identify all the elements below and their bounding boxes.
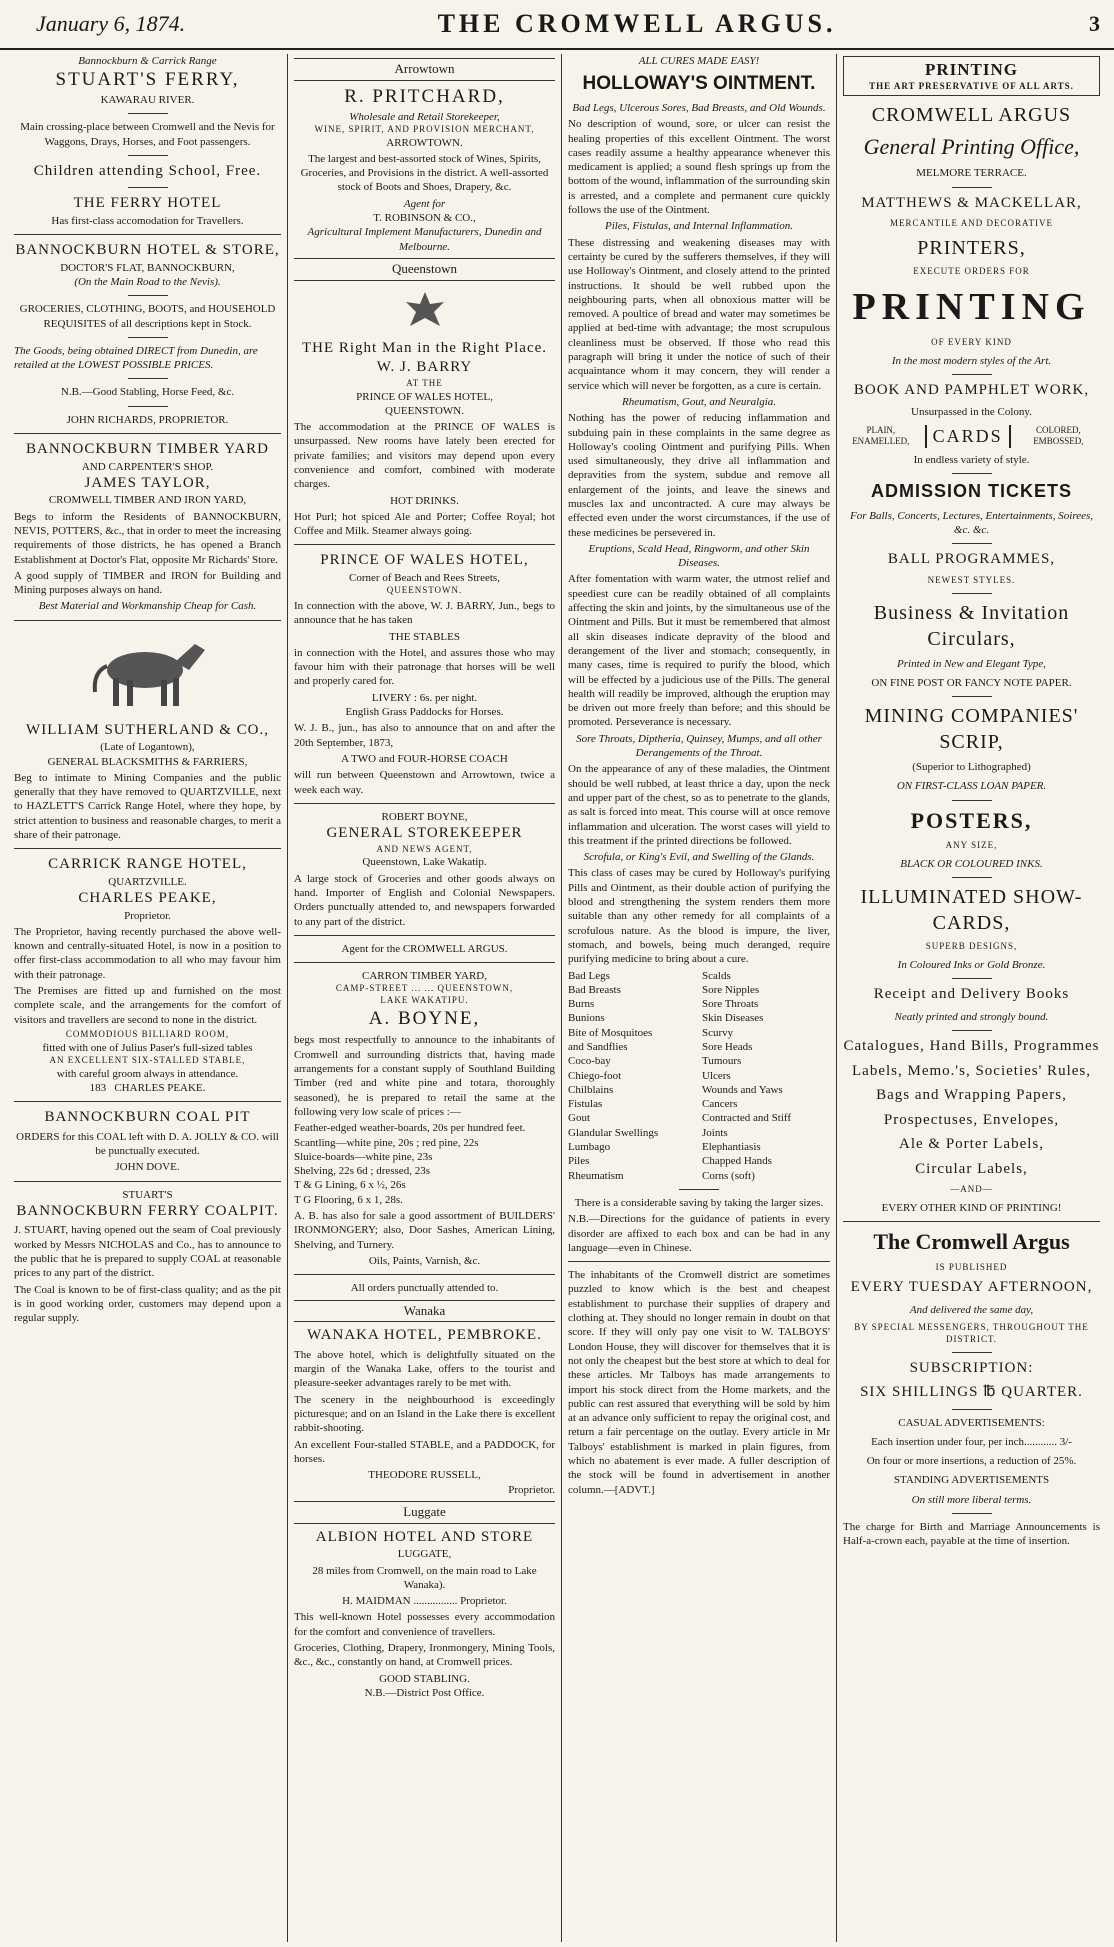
ailment-item: Tumours bbox=[702, 1055, 742, 1068]
ad-line: Corner of Beach and Rees Streets, bbox=[349, 571, 500, 584]
ad-line: LUGGATE, bbox=[397, 1548, 452, 1561]
ad-line: JAMES TAYLOR, bbox=[84, 474, 211, 491]
divider bbox=[14, 234, 281, 235]
ad-section-heading: Piles, Fistulas, and Internal Inflammation. bbox=[605, 220, 793, 233]
and-separator: —AND— bbox=[950, 1184, 993, 1195]
ad-number: 183 bbox=[89, 1081, 107, 1094]
divider bbox=[952, 593, 992, 594]
ad-signature: JOHN DOVE. bbox=[115, 1161, 180, 1174]
ad-line: Best Material and Workmanship Cheap for Cash. bbox=[38, 600, 257, 613]
ailment-item: Chapped Hands bbox=[702, 1155, 772, 1168]
ad-title: CARRON TIMBER YARD, bbox=[362, 970, 487, 983]
every-other: EVERY OTHER KIND OF PRINTING! bbox=[881, 1201, 1062, 1214]
price-item: T & G Lining, 6 x ½, 26s bbox=[294, 1179, 406, 1192]
ad-body: Hot Purl; hot spiced Ale and Porter; Coffee Royal; hot Coffee and Milk. Steamer always going. bbox=[294, 510, 555, 538]
ad-body: W. J. B., jun., has also to announce that on and after the 20th September, 1873, bbox=[294, 722, 555, 749]
ad-line: W. J. BARRY bbox=[376, 359, 473, 376]
printing-item: Catalogues, Hand Bills, Programmes bbox=[843, 1038, 1100, 1055]
ad-body: Groceries, Clothing, Drapery, Ironmongery, Mining Tools, &c., &c., constantly on hand, at Cromwell prices. bbox=[294, 1642, 555, 1669]
ad-title: CARRICK RANGE HOTEL, bbox=[48, 856, 247, 873]
ad-body: GROCERIES, CLOTHING, BOOTS, and HOUSEHOLD REQUISITES of all descriptions kept in Stock. bbox=[19, 303, 276, 330]
banner-title: PRINTING bbox=[924, 60, 1018, 79]
standing-heading: STANDING ADVERTISEMENTS bbox=[893, 1474, 1050, 1487]
divider bbox=[294, 1274, 555, 1275]
ad-overline: STUART'S bbox=[122, 1188, 173, 1201]
book-note: Unsurpassed in the Colony. bbox=[911, 406, 1032, 419]
ad-line: QUEENSTOWN. bbox=[386, 585, 463, 596]
divider bbox=[294, 962, 555, 963]
divider bbox=[952, 543, 992, 544]
ad-body: begs most respectfully to announce to the inhabitants of Cromwell and surrounding districts that, having made arrangements for a constant supply of Southland Building Timber (red and white pine and totara, thoroughly seasoned), he is prepared to retail the same at the following very low scale of prices :— bbox=[294, 1034, 555, 1118]
divider bbox=[128, 378, 168, 379]
ad-title: PRINCE OF WALES HOTEL, bbox=[320, 552, 529, 569]
divider bbox=[294, 935, 555, 936]
showcards-note: In Coloured Inks or Gold Bronze. bbox=[897, 959, 1046, 972]
ailment-item: Contracted and Stiff bbox=[702, 1112, 791, 1125]
ad-line: English Grass Paddocks for Horses. bbox=[345, 706, 504, 719]
ad-line: ROBERT BOYNE, bbox=[381, 810, 468, 823]
ad-line: AN EXCELLENT SIX-STALLED STABLE, bbox=[49, 1054, 246, 1065]
business-note: Printed in New and Elegant Type, bbox=[897, 657, 1046, 670]
ailment-item: Rheumatism bbox=[568, 1169, 624, 1182]
talboys-notice: The inhabitants of the Cromwell district are sometimes puzzled to know which is the best and cheapest establishment to purchase their supplies of drapery and clothing at. They should no longer remain in doubt on that score. If they will only pay one visit to W. TALBOYS' London House, they will discover for themselves that it is not only the cheapest but the best store at which to deal for these articles. Mr Talboys has made arrangements to import his stock direct from the Home markets, and the public can rest assured that everything will be sold by him at an advance only sufficient to repay the original cost, and return a fair percentage on the outlay. Every article in Mr Talboys' establishment is marked in plain figures, from which no abatement is ever made. A fuller description of the stock will be found in advertisement in another column.—[ADVT.] bbox=[568, 1269, 830, 1496]
ad-body: On the appearance of any of these maladies, the Ointment should be well rubbed, at least thrice a day, upon the neck and upper part of the chest, so as to penetrate to the glands, as salt is forced into meat. This course will at once remove inflammation and ulceration. The worst cases will yield to this treatment if the printed directions be followed. bbox=[568, 763, 830, 847]
ad-line: Proprietor. bbox=[124, 909, 171, 922]
divider bbox=[952, 978, 992, 979]
published: IS PUBLISHED bbox=[935, 1261, 1008, 1272]
divider bbox=[14, 433, 281, 434]
argus-title: The Cromwell Argus bbox=[873, 1229, 1070, 1255]
ad-line: with careful groom always in attendance. bbox=[56, 1067, 239, 1080]
divider bbox=[679, 1189, 719, 1190]
crest-illustration bbox=[294, 285, 555, 335]
ad-line: (On the Main Road to the Nevis). bbox=[74, 275, 221, 288]
ad-body: This well-known Hotel possesses every accommodation for the comfort and convenience of travellers. bbox=[294, 1611, 555, 1638]
mining-scrip: MINING COMPANIES' SCRIP, bbox=[864, 705, 1079, 754]
divider bbox=[952, 1409, 992, 1410]
ad-line: AT THE bbox=[406, 377, 443, 388]
ad-body: Main crossing-place between Cromwell and the Nevis for Waggons, Drays, Horses, and Foot passengers. bbox=[20, 121, 275, 148]
casual-heading: CASUAL ADVERTISEMENTS: bbox=[898, 1416, 1045, 1429]
book-work: BOOK AND PAMPHLET WORK, bbox=[853, 381, 1090, 398]
ball-note: NEWEST STYLES. bbox=[927, 574, 1016, 585]
divider bbox=[952, 800, 992, 801]
receipt-books: Receipt and Delivery Books bbox=[873, 986, 1070, 1003]
ad-body: The scenery in the neighbourhood is exceedingly picturesque; and on an Island in the Lake there is excellent rabbit-shooting. bbox=[294, 1393, 555, 1435]
printing-banner bbox=[843, 56, 1100, 96]
ad-line: Proprietor. bbox=[508, 1483, 555, 1496]
printing-item: Labels, Memo.'s, Societies' Rules, bbox=[852, 1062, 1091, 1079]
ailment-item: Sore Heads bbox=[702, 1040, 753, 1053]
ad-body: An excellent Four-stalled STABLE, and a PADDOCK, for horses. bbox=[294, 1438, 555, 1465]
price-item: Sluice-boards—white pine, 23s bbox=[294, 1150, 433, 1163]
ad-line: T. ROBINSON & CO., bbox=[373, 212, 476, 225]
ad-body: The Coal is known to be of first-class quality; and as the pit is in good working order, customers may depend upon a regular supply. bbox=[14, 1283, 281, 1325]
ailment-item: Coco-bay bbox=[568, 1055, 611, 1068]
ad-title: STUART'S FERRY, bbox=[55, 69, 240, 91]
firm-trade: MERCANTILE AND DECORATIVE bbox=[890, 218, 1053, 229]
price-item: Scantling—white pine, 20s ; red pine, 22s bbox=[294, 1136, 479, 1149]
ailment-item: Fistulas bbox=[568, 1098, 603, 1111]
ad-body: The above hotel, which is delightfully situated on the margin of the Wanaka Lake, offers to the tourist and pleasure-seeker advantages rarely to be met with. bbox=[294, 1348, 555, 1390]
ailment-item: Chilblains bbox=[568, 1083, 614, 1096]
section-header: Arrowtown bbox=[294, 58, 555, 81]
ailment-item: Burns bbox=[568, 998, 595, 1011]
divider bbox=[14, 1101, 281, 1102]
divider bbox=[14, 620, 281, 621]
ailment-item: Wounds and Yaws bbox=[702, 1083, 783, 1096]
printing-item: Bags and Wrapping Papers, bbox=[876, 1087, 1067, 1104]
ailment-item: Piles bbox=[568, 1155, 590, 1168]
divider bbox=[128, 337, 168, 338]
horse-illustration bbox=[14, 627, 281, 717]
ad-line: THE FERRY HOTEL bbox=[73, 195, 222, 212]
ailment-item: and Sandflies bbox=[568, 1040, 628, 1053]
ad-line: Oils, Paints, Varnish, &c. bbox=[368, 1254, 481, 1267]
executes: EXECUTE ORDERS FOR bbox=[913, 265, 1030, 276]
posters-note: ANY SIZE, bbox=[945, 840, 998, 851]
ad-line: All orders punctually attended to. bbox=[350, 1282, 499, 1295]
printing-item: Circular Labels, bbox=[915, 1160, 1028, 1177]
ad-line: GOOD STABLING. bbox=[379, 1672, 470, 1685]
ad-title: WANAKA HOTEL, PEMBROKE. bbox=[307, 1327, 542, 1344]
address: MELMORE TERRACE. bbox=[916, 167, 1027, 180]
divider bbox=[952, 1030, 992, 1031]
ad-line: N.B.—Good Stabling, Horse Feed, &c. bbox=[60, 386, 235, 399]
ad-signature-name: CHARLES PEAKE. bbox=[114, 1081, 206, 1094]
ad-line: WINE, SPIRIT, AND PROVISION MERCHANT, bbox=[314, 123, 535, 134]
ad-line: Agricultural Implement Manufacturers, Dunedin and Melbourne. bbox=[307, 226, 542, 253]
ad-body: This class of cases may be cured by Holloway's purifying Pills and Ointment, as their double action of purifying the blood and strengthening the system renders them more suitable than any other remedy for all complaints of a scrofulous nature. As the blood is impure, the liver, stomach, and bowels, being much deranged, require purifying medicine to bring about a cure. bbox=[568, 867, 830, 966]
ad-title: WILLIAM SUTHERLAND & CO., bbox=[26, 721, 269, 738]
ad-body: 28 miles from Cromwell, on the main road to Lake Wanaka). bbox=[312, 1564, 537, 1591]
ad-signature bbox=[14, 1081, 281, 1095]
ad-line: COMMODIOUS BILLIARD ROOM, bbox=[65, 1028, 230, 1039]
ad-body: A. B. has also for sale a good assortment of BUILDERS' IRONMONGERY; also, Door Sashes, American Lining, Shelving, and Turnery. bbox=[294, 1210, 555, 1251]
standing-note: On still more liberal terms. bbox=[911, 1493, 1032, 1506]
ad-line: Agent for bbox=[403, 197, 446, 210]
ad-body: The Goods, being obtained DIRECT from Dunedin, are retailed at the LOWEST POSSIBLE PRICES. bbox=[14, 344, 258, 372]
ailment-item: Bite of Mosquitoes bbox=[568, 1026, 653, 1039]
ad-line: LAKE WAKATIPU. bbox=[380, 995, 469, 1006]
section-header: Luggate bbox=[294, 1501, 555, 1524]
printers: PRINTERS, bbox=[917, 236, 1026, 259]
ad-line: QUARTZVILLE. bbox=[108, 875, 187, 888]
ailment-item: Scalds bbox=[702, 969, 731, 982]
divider bbox=[128, 295, 168, 296]
masthead bbox=[0, 0, 1114, 50]
every-kind: OF EVERY KIND bbox=[931, 336, 1012, 347]
ad-body: There is a considerable saving by taking the larger sizes. bbox=[574, 1196, 824, 1209]
section-header: Wanaka bbox=[294, 1300, 555, 1323]
posters: POSTERS, bbox=[910, 807, 1033, 833]
divider bbox=[952, 374, 992, 375]
ailment-item: Corns (soft) bbox=[702, 1169, 755, 1182]
ad-line: Queenstown, Lake Wakatip. bbox=[362, 856, 487, 869]
admission-tickets: ADMISSION TICKETS bbox=[870, 481, 1072, 502]
section-header: Bannockburn & Carrick Range bbox=[78, 55, 217, 67]
business-note: ON FINE POST OR FANCY NOTE PAPER. bbox=[871, 676, 1072, 689]
delivered: And delivered the same day, bbox=[909, 1303, 1034, 1316]
ad-subtitle: AND CARPENTER'S SHOP. bbox=[81, 460, 214, 473]
ailment-item: Sore Nipples bbox=[702, 983, 760, 996]
ad-title: R. PRITCHARD, bbox=[344, 85, 505, 107]
ad-line: JOHN RICHARDS, PROPRIETOR. bbox=[66, 413, 229, 426]
ad-line: Wholesale and Retail Storekeeper, bbox=[349, 110, 500, 123]
column-3 bbox=[562, 54, 837, 1942]
ad-body: After fomentation with warm water, the utmost relief and speediest cure can be readily obtained of all complaints affecting the skin and joints, by the simultaneous use of the Ointment and Pills. But it must be remembered that almost all skin diseases indicate depravity of the blood and derangement of the liver and stomach; consequently, in many cases, time is required to purify the blood, which will be effected by a judicious use of the Pills. The general health will readily be improved, although the eruption may be driven out more freely than before; and this should be promoted. Perseverance is necessary. bbox=[568, 573, 830, 729]
ailment-item: Sore Throats bbox=[702, 998, 759, 1011]
ad-line: DOCTOR'S FLAT, BANNOCKBURN, bbox=[60, 261, 235, 274]
casual-rate: Each insertion under four, per inch............ 3/- bbox=[871, 1435, 1072, 1448]
birth-notice: The charge for Birth and Marriage Announcements is Half-a-crown each, payable at the time of insertion. bbox=[843, 1521, 1100, 1548]
printing-item: Prospectuses, Envelopes, bbox=[883, 1111, 1060, 1128]
ailment-item: Glandular Swellings bbox=[568, 1126, 659, 1139]
ad-line: QUEENSTOWN. bbox=[385, 404, 464, 417]
messengers: BY SPECIAL MESSENGERS, THROUGHOUT THE DISTRICT. bbox=[854, 1322, 1089, 1344]
divider bbox=[294, 803, 555, 804]
cards-label: CARDS bbox=[925, 425, 1011, 448]
ad-section-heading: Sore Throats, Diptheria, Quinsey, Mumps, and all other Derangements of the Throat. bbox=[576, 732, 822, 760]
divider bbox=[952, 696, 992, 697]
ad-banner: ALL CURES MADE EASY! bbox=[638, 55, 760, 67]
ad-line: (Late of Logantown), bbox=[100, 741, 195, 754]
ad-body: N.B.—Directions for the guidance of patients in every disorder are affixed to each box and can be had in any language—even in Chinese. bbox=[568, 1213, 830, 1254]
paper-name: CROMWELL ARGUS bbox=[871, 103, 1072, 126]
divider bbox=[128, 406, 168, 407]
price-list bbox=[294, 1121, 555, 1207]
printing-item: Ale & Porter Labels, bbox=[899, 1136, 1044, 1153]
ad-body: Begs to inform the Residents of BANNOCKBURN, NEVIS, POTTERS, &c., that in order to meet the increasing requirements of those districts, he has opened a Branch Establishment at Doctor's Flat, opposite Mr Richards' Store. bbox=[14, 510, 281, 566]
ad-signature: THEODORE RUSSELL, bbox=[368, 1469, 481, 1482]
ad-body: The Premises are fitted up and furnished on the most complete scale, and the arrangements for the comfort of visitors and travellers are second to none in the district. bbox=[14, 985, 281, 1026]
ad-line: CHARLES PEAKE, bbox=[78, 890, 217, 907]
modern-styles: In the most modern styles of the Art. bbox=[891, 354, 1052, 367]
printing-big: PRINTING bbox=[852, 285, 1091, 328]
divider bbox=[568, 1261, 830, 1262]
ad-line: N.B.—District Post Office. bbox=[364, 1686, 485, 1699]
scrip-note: (Superior to Lithographed) bbox=[912, 761, 1031, 774]
divider bbox=[294, 544, 555, 545]
ad-body: ORDERS for this COAL left with D. A. JOLLY & CO. will be punctually executed. bbox=[16, 1130, 279, 1158]
ad-body: The largest and best-assorted stock of Wines, Spirits, Groceries, and Provisions in the district. A well-assorted stock of Boots and Shoes, Drapery, &c. bbox=[300, 152, 549, 194]
cards-row bbox=[843, 425, 1100, 448]
divider bbox=[14, 848, 281, 849]
price-item: Feather-edged weather-boards, 20s per hundred feet. bbox=[294, 1122, 526, 1135]
column-2 bbox=[288, 54, 562, 1942]
cards-left: PLAIN, ENAMELLED, bbox=[852, 424, 910, 447]
price-item: T G Flooring, 6 x 1, 28s. bbox=[294, 1193, 403, 1206]
business-circulars: Business & Invitation Circulars, bbox=[873, 601, 1070, 650]
ad-title: GENERAL STOREKEEPER bbox=[326, 825, 523, 842]
ad-body: The accommodation at the PRINCE OF WALES is unsurpassed. New rooms have lately been erected for private families; and visitors may depend upon every convenience and comfort, combined with moderate charges. bbox=[294, 421, 555, 491]
ailment-item: Joints bbox=[702, 1126, 728, 1139]
ad-title: ALBION HOTEL AND STORE bbox=[315, 1528, 534, 1545]
ad-body: A good supply of TIMBER and IRON for Building and Mining purposes always on hand. bbox=[14, 569, 281, 597]
ad-title: BANNOCKBURN TIMBER YARD bbox=[25, 441, 270, 458]
subscription-price: SIX SHILLINGS ℔ QUARTER. bbox=[860, 1384, 1083, 1401]
ailment-item: Chiego-foot bbox=[568, 1069, 622, 1082]
show-cards: ILLUMINATED SHOW-CARDS, bbox=[860, 886, 1083, 935]
ad-title: BANNOCKBURN HOTEL & STORE, bbox=[15, 242, 280, 259]
ad-line: H. MAIDMAN ................ Proprietor. bbox=[342, 1595, 507, 1608]
column-1 bbox=[8, 54, 288, 1942]
cards-right: COLORED, EMBOSSED, bbox=[1033, 424, 1084, 447]
ball-programmes: BALL PROGRAMMES, bbox=[887, 551, 1056, 568]
banner-subtitle: THE ART PRESERVATIVE OF ALL ARTS. bbox=[869, 81, 1074, 92]
divider bbox=[952, 473, 992, 474]
ad-line: fitted with one of Julius Paser's full-sized tables bbox=[42, 1041, 253, 1054]
column-4 bbox=[837, 54, 1106, 1942]
ad-title: BANNOCKBURN FERRY COALPIT. bbox=[16, 1202, 279, 1219]
ad-subtitle: Bad Legs, Ulcerous Sores, Bad Breasts, and Old Wounds. bbox=[572, 101, 826, 114]
divider bbox=[952, 877, 992, 878]
page-number: 3 bbox=[1089, 11, 1100, 36]
ad-line: HOT DRINKS. bbox=[390, 494, 459, 507]
ad-section-heading: Scrofula, or King's Evil, and Swelling of the Glands. bbox=[583, 851, 815, 864]
divider bbox=[952, 1513, 992, 1514]
office-name: General Printing Office, bbox=[863, 133, 1080, 159]
ad-body: No description of wound, sore, or ulcer can resist the healing properties of this excellent Ointment. The worst cases readily assume a healthy appearance whenever this medicament is applied; a sound flesh springs up from the bottom of the wound, inflammation of the surrounding skin is arrested, and a complete and permanent cure quickly follows the use of the Ointment. bbox=[568, 118, 830, 217]
ad-line: CROMWELL TIMBER AND IRON YARD, bbox=[48, 494, 247, 507]
ailment-item: Gout bbox=[568, 1112, 590, 1125]
ad-body: A large stock of Groceries and other goods always on hand. Importer of English and Colonial Newspapers. Orders punctually attended to, and newspapers forwarded to any part of the district. bbox=[294, 872, 555, 928]
ad-line: A TWO and FOUR-HORSE COACH bbox=[341, 752, 508, 765]
ad-line: Children attending School, Free. bbox=[33, 162, 262, 179]
ad-body: In connection with the above, W. J. BARRY, Jun., begs to announce that he has taken bbox=[294, 599, 555, 627]
posters-note: BLACK OR COLOURED INKS. bbox=[900, 858, 1043, 871]
ad-body: The Proprietor, having recently purchased the above well-known and centrally-situated Hotel, is now in a position to offer first-class accommodation to all who may favour him with their patronage. bbox=[14, 925, 281, 981]
ad-body: Nothing has the power of reducing inflammation and subduing pain in these complaints in the same degree as Holloway's cooling Ointment and purifying Pills. When used simultaneously, they drive all inflammation and depravities from the system, subdue and remove all enlargement of the joints, and leave the sinews and muscles lax and uncontracted. A cure may always be effected even under the worst circumstances, if the use of these medicines be persevered in. bbox=[568, 412, 830, 539]
ailment-item: Bad Legs bbox=[568, 969, 610, 982]
ad-section-heading: Rheumatism, Gout, and Neuralgia. bbox=[622, 395, 776, 408]
price-item: Shelving, 22s 6d ; dressed, 23s bbox=[294, 1165, 430, 1178]
columns bbox=[8, 54, 1106, 1942]
ailment-item: Skin Diseases bbox=[702, 1012, 764, 1025]
ailments-list bbox=[568, 969, 830, 1183]
ad-subtitle: KAWARAU RIVER. bbox=[100, 93, 195, 106]
ailment-item: Ulcers bbox=[702, 1069, 731, 1082]
ad-body: in connection with the Hotel, and assures those who may favour him with their patronage that horses will be well and properly cared for. bbox=[294, 646, 555, 688]
ad-body: These distressing and weakening diseases may with certainty be cured by the sufferers themselves, if they will use Holloway's Ointment, and closely attend to the printed instructions. It should be well rubbed upon the neighbouring parts, when all obnoxious matter will be removed. A poultice of bread and water may sometimes be applied at bed-time with advantage; the most scrupulous cleanliness must be observed. If those who read this paragraph will bring it under the notice of such of their acquaintance whom it may concern, they will render a service which will never be forgotten, as a cure is certain. bbox=[568, 236, 830, 392]
issue-date: January 6, 1874. bbox=[36, 11, 186, 36]
divider bbox=[952, 187, 992, 188]
ailment-item: Lumbago bbox=[568, 1141, 611, 1154]
firm-name: MATTHEWS & MACKELLAR, bbox=[861, 194, 1082, 211]
ailment-item: Scurvy bbox=[702, 1026, 734, 1039]
scrip-note: ON FIRST-CLASS LOAN PAPER. bbox=[896, 780, 1047, 793]
divider bbox=[128, 113, 168, 114]
ailment-item: Bad Breasts bbox=[568, 983, 621, 996]
ad-title: A. BOYNE, bbox=[368, 1007, 481, 1029]
ad-line: Has first-class accomodation for Travellers. bbox=[51, 214, 244, 227]
ad-line: PRINCE OF WALES HOTEL, bbox=[356, 390, 493, 403]
subscription-heading: SUBSCRIPTION: bbox=[909, 1359, 1034, 1376]
ad-line: Agent for the CROMWELL ARGUS. bbox=[341, 942, 508, 955]
divider bbox=[128, 187, 168, 188]
ad-title: BANNOCKBURN COAL PIT bbox=[44, 1109, 251, 1126]
ad-line: CAMP-STREET ... ... QUEENSTOWN, bbox=[335, 983, 514, 994]
divider bbox=[952, 1352, 992, 1353]
ailment-item: Cancers bbox=[702, 1098, 738, 1111]
ad-body: Beg to intimate to Mining Companies and the public generally that they have removed to QUARTZVILLE, next to HAZLETT'S Carrick Range Hotel, where they hope, by strict attention to business and reasonable charges, to merit a share of their patronage. bbox=[14, 771, 281, 841]
ailment-item: Elephantiasis bbox=[702, 1141, 761, 1154]
ad-line: ARROWTOWN. bbox=[386, 136, 463, 149]
section-header: Queenstown bbox=[294, 258, 555, 281]
cards-note: In endless variety of style. bbox=[913, 454, 1030, 467]
ad-line: AND NEWS AGENT, bbox=[376, 843, 473, 854]
ad-line: GENERAL BLACKSMITHS & FARRIERS, bbox=[47, 755, 248, 768]
divider bbox=[14, 1181, 281, 1182]
ad-title: THE Right Man in the Right Place. bbox=[301, 339, 548, 356]
divider bbox=[128, 155, 168, 156]
ad-body: will run between Queenstown and Arrowtown, twice a week each way. bbox=[294, 769, 555, 796]
casual-reduction: On four or more insertions, a reduction of 25%. bbox=[866, 1455, 1077, 1468]
ad-line: THE STABLES bbox=[389, 630, 460, 643]
tuesday: EVERY TUESDAY AFTERNOON, bbox=[850, 1279, 1093, 1296]
ailment-item: Bunions bbox=[568, 1012, 605, 1025]
paper-title: THE CROMWELL ARGUS. bbox=[437, 9, 837, 38]
admission-note: For Balls, Concerts, Lectures, Entertainments, Soirees, &c. &c. bbox=[850, 509, 1093, 537]
showcards-note: SUPERB DESIGNS, bbox=[925, 941, 1018, 952]
receipt-note: Neatly printed and strongly bound. bbox=[894, 1010, 1049, 1023]
ad-line: LIVERY : 6s. per night. bbox=[371, 691, 478, 704]
divider bbox=[843, 1221, 1100, 1222]
ad-title: HOLLOWAY'S OINTMENT. bbox=[582, 73, 816, 95]
ad-section-heading: Eruptions, Scald Head, Ringworm, and other Skin Diseases. bbox=[588, 542, 810, 570]
ad-body: J. STUART, having opened out the seam of Coal previously worked by Messrs NICHOLAS and Co., has to announce to the public that he is prepared to supply COAL at reasonable prices to any part of the district. bbox=[14, 1224, 281, 1280]
